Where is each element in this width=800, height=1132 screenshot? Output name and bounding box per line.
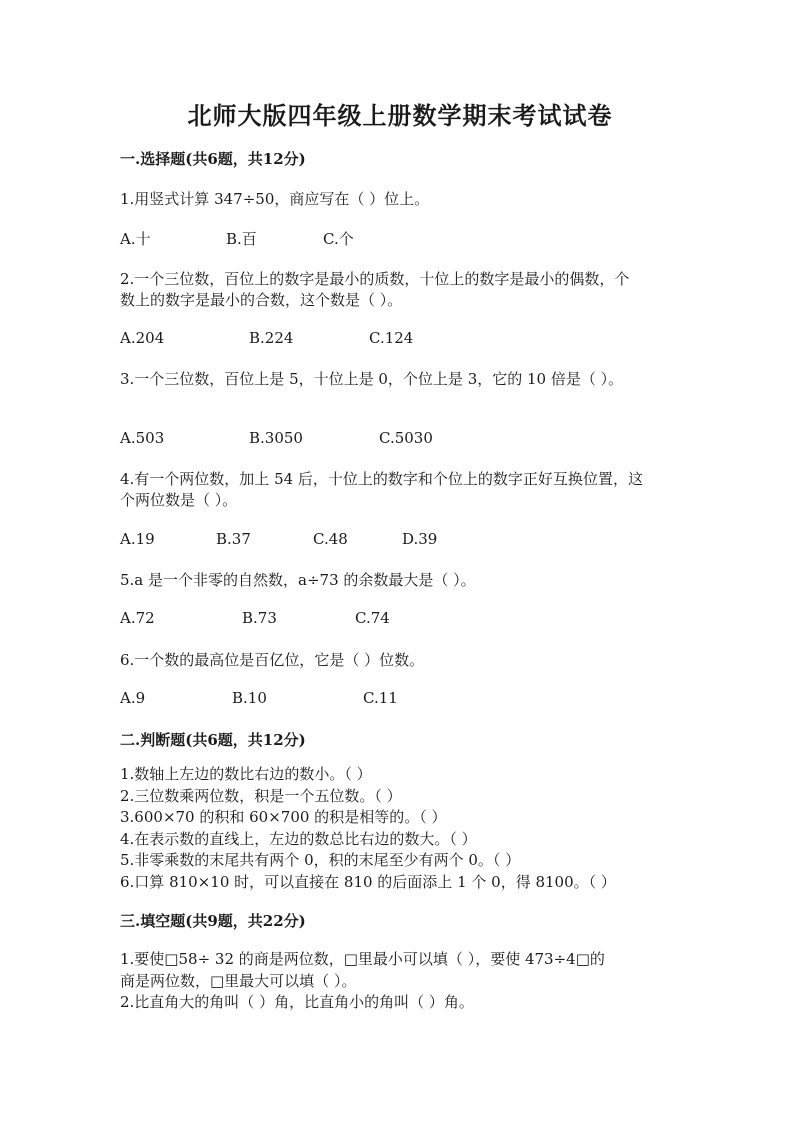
true-false-item: 2.三位数乘两位数，积是一个五位数。（ ）	[120, 786, 402, 805]
question-4-text-line-2: 个两位数是（ ）。	[120, 491, 238, 509]
question-5-text: 5.a 是一个非零的自然数，a÷73 的余数最大是（ ）。	[120, 571, 476, 589]
question-3-option-a: A.503	[120, 429, 165, 447]
true-false-item: 5.非零乘数的末尾共有两个 0，积的末尾至少有两个 0。（ ）	[120, 851, 521, 869]
fill-blank-line: 商是两位数，□里最大可以填（ ）。	[120, 971, 357, 990]
question-1-option-b: B.百	[226, 230, 257, 248]
question-2-text-line-2: 数上的数字是最小的合数，这个数是（ ）。	[120, 291, 403, 309]
question-6-text: 6.一个数的最高位是百亿位，它是（ ）位数。	[120, 651, 425, 669]
question-2-text-line-1: 2.一个三位数，百位上的数字是最小的质数，十位上的数字是最小的偶数，个	[120, 270, 630, 288]
true-false-item: 1.数轴上左边的数比右边的数小。（ ）	[120, 765, 372, 783]
question-4-option-c: C.48	[313, 530, 348, 548]
question-1-option-c: C.个	[323, 230, 354, 248]
section-heading-fill-blank: 三.填空题(共9题，共22分)	[120, 912, 306, 930]
fill-blank-line: 1.要使□58÷ 32 的商是两位数，□里最小可以填（ ），要使 473÷4□的	[120, 950, 605, 968]
question-3-text: 3.一个三位数，百位上是 5，十位上是 0，个位上是 3，它的 10 倍是（ ）。	[120, 370, 624, 388]
question-4-option-a: A.19	[120, 530, 155, 548]
true-false-item: 4.在表示数的直线上，左边的数总比右边的数大。（ ）	[120, 829, 477, 848]
true-false-item: 6.口算 810×10 时，可以直接在 810 的后面添上 1 个 0，得 8100。（ ）	[120, 872, 616, 891]
question-6-option-b: B.10	[232, 689, 267, 707]
true-false-list	[120, 764, 616, 893]
question-4-option-d: D.39	[402, 530, 438, 548]
question-4-text-line-1: 4.有一个两位数，加上 54 后，十位上的数字和个位上的数字正好互换位置，这	[120, 470, 643, 488]
question-3-option-c: C.5030	[379, 429, 433, 447]
question-6-option-a: A.9	[120, 689, 146, 707]
question-2-option-b: B.224	[249, 329, 294, 347]
true-false-item: 3.600×70 的积和 60×700 的积是相等的。（ ）	[120, 808, 447, 826]
question-1-option-a: A.十	[120, 230, 151, 248]
fill-blank-list	[120, 949, 605, 1014]
question-3-option-b: B.3050	[249, 429, 303, 447]
question-2-option-a: A.204	[120, 329, 165, 347]
question-5-option-a: A.72	[120, 609, 155, 627]
question-4-option-b: B.37	[216, 530, 251, 548]
question-6-option-c: C.11	[363, 689, 398, 707]
question-1-text: 1.用竖式计算 347÷50，商应写在（ ）位上。	[120, 190, 430, 208]
fill-blank-line: 2.比直角大的角叫（ ）角，比直角小的角叫（ ）角。	[120, 993, 474, 1011]
question-2-option-c: C.124	[369, 329, 414, 347]
question-5-option-b: B.73	[242, 609, 277, 627]
page-title: 北师大版四年级上册数学期末考试试卷	[187, 101, 613, 130]
question-5-option-c: C.74	[355, 609, 390, 627]
section-heading-true-false: 二.判断题(共6题，共12分)	[120, 731, 306, 749]
section-heading-choice: 一.选择题(共6题，共12分)	[120, 150, 306, 168]
